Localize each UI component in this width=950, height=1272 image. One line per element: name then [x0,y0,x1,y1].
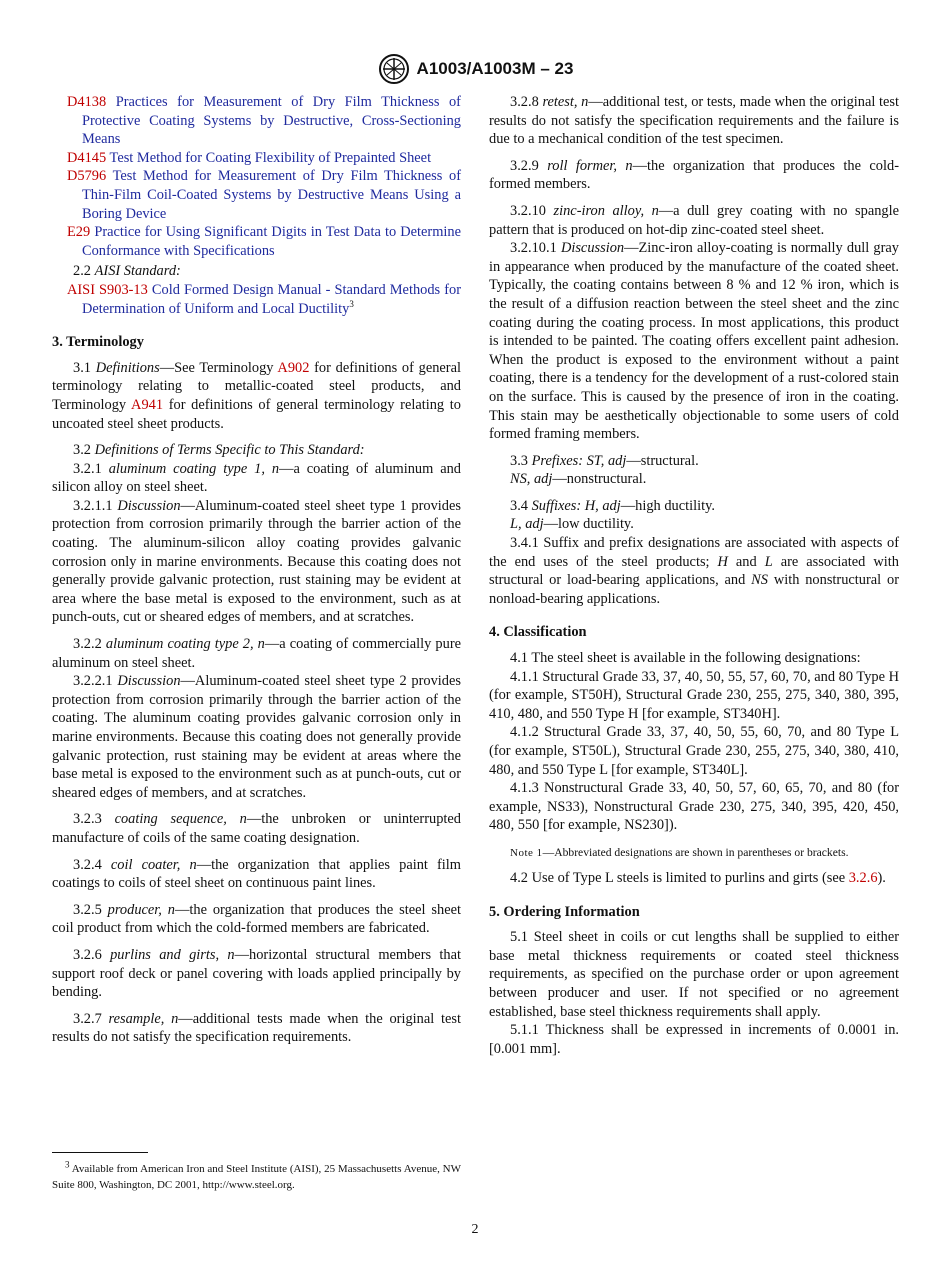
ref-code-link[interactable]: E29 [67,224,91,241]
section-3-heading: 3. Terminology [52,334,144,351]
para-3-2-10: 3.2.10 zinc-iron alloy, n—a dull grey coating with no spangle pattern that is produced on hot-dip zinc-coated steel sheet. [489,202,899,238]
para-3-2: 3.2 Definitions of Terms Specific to This Standard: [73,442,365,459]
footnote-divider [52,1152,148,1153]
para-3-2-3: 3.2.3 coating sequence, n—the unbroken or uninterrupted manufacture of coils of the same coating designation. [52,811,461,846]
left-column [52,93,461,1047]
link-a902[interactable]: A902 [277,359,310,376]
para-4-2: 4.2 Use of Type L steels is limited to purlins and girts (see 3.2.6). [510,869,886,886]
ref-code-link[interactable]: D4145 [67,149,107,166]
reference-aisi-s903 [52,281,461,318]
reference-d4138 [52,93,461,149]
para-3-4-l: L, adj—low ductility. [510,516,634,533]
para-3-2-2-1: 3.2.2.1 Discussion—Aluminum-coated steel sheet type 2 provides protection from corrosion primarily through the barrier action of the coating. The aluminum coating provides galvanic corrosion only in marine environments. Because this coating does not generally provide galvanic protection, rust staining may be evident at areas where the base metal is exposed to the environment such as at punch-outs, cut or sheared edges of members, and at scratches. [52,673,461,801]
para-3-2-7: 3.2.7 resample, n—additional tests made when the original test results do not satisfy the specification requirements. [52,1010,461,1046]
para-3-2-1: 3.2.1 aluminum coating type 1, n—a coating of aluminum and silicon alloy on steel sheet. [52,460,461,496]
para-3-2-10-1: 3.2.10.1 Discussion—Zinc-iron alloy-coating is normally dull gray in appearance when produced by the manufacture of the coated sheet. Typically, the coating contains between 8 % and 12 % iron, which is the result of a diffusion reaction between the steel sheet and the zinc coating during the coating process. In most applications, this product is intended to be painted. The coating offers excellent paint adhesion. When the product is exposed to the environment without a paint coating, there is a tendency for the development of a rust-colored stain on the surface. This is caused by the presence of iron in the coating. This stain may be aesthetically objectionable to some users of cold formed framing members. [489,240,899,443]
para-3-3: 3.3 Prefixes: ST, adj—structural. [510,452,699,469]
para-5-1: 5.1 Steel sheet in coils or cut lengths shall be supplied to either base metal thickness requirements or coated steel thickness requirements, as specified on the purchase order or upon agreement between producer and user. If not specified or no agreement established, base steel thickness requirements shall apply. [489,929,899,1020]
para-3-2-5: 3.2.5 producer, n—the organization that produces the steel sheet coil product from which the cold-formed members are fabricated. [52,901,461,937]
ref-code-link[interactable]: AISI S903-13 [67,281,148,298]
aisi-standard-heading: 2.2 AISI Standard: [73,263,181,280]
ref-title-link[interactable]: Test Method for Coating Flexibility of Prepainted Sheet [109,149,432,166]
link-a941[interactable]: A941 [131,396,164,413]
para-3-4: 3.4 Suffixes: H, adj—high ductility. [510,497,715,514]
para-3-1: 3.1 Definitions—See Terminology A902 for definitions of general terminology relating to metallic-coated steel products, and Terminology A941 for definitions of general terminology relating to uncoated steel sheet products. [52,359,461,432]
ref-title-link[interactable]: Practice for Using Significant Digits in Test Data to Determine Conformance with Specifications [82,224,461,259]
para-3-2-8: 3.2.8 retest, n—additional test, or tests, made when the original test results do not satisfy the specification requirements and the failure is due to a mechanical condition of the test specimen. [489,94,900,148]
ref-title-link[interactable]: Practices for Measurement of Dry Film Thickness of Protective Coating Systems by Destructive, Cross-Sectioning Means [82,94,461,148]
ref-code-link[interactable]: D5796 [67,168,107,185]
ref-title-link[interactable]: Test Method for Measurement of Dry Film Thickness of Thin-Film Coil-Coated Systems by Destructive Means Using a Boring Device [82,168,461,222]
para-3-2-2: 3.2.2 aluminum coating type 2, n—a coating of commercially pure aluminum on steel sheet. [52,636,461,671]
link-3-2-6[interactable]: 3.2.6 [848,869,878,886]
para-3-4-1: 3.4.1 Suffix and prefix designations are associated with aspects of the end uses of the steel products; H and L are associated with structural or load-bearing applications, and NS with nonstructural or nonload-bearing applications. [489,535,899,607]
section-5-heading: 5. Ordering Information [489,903,640,920]
ref-title-link[interactable]: Cold Formed Design Manual - Standard Methods for Determination of Uniform and Local Ductility [82,281,461,317]
reference-e29 [52,223,461,260]
para-5-1-1: 5.1.1 Thickness shall be expressed in increments of 0.0001 in. [0.001 mm]. [489,1022,899,1057]
para-3-2-1-1: 3.2.1.1 Discussion—Aluminum-coated steel sheet type 1 provides protection from corrosion primarily through the barrier action of the coating. The aluminum-silicon alloy coating provides galvanic corrosion only in marine environments. Because this coating does not generally provide galvanic protection, rust staining may be evident at area where the base metal is exposed to the environment, such as at punch-outs, cut or sheared edges of members, and at scratches. [52,497,461,626]
reference-d5796 [52,167,461,223]
right-column [489,93,899,1058]
para-3-2-9: 3.2.9 roll former, n—the organization that produces the cold-formed members. [489,157,899,193]
reference-d4145 [52,149,461,168]
document-designation: A1003/A1003M – 23 [416,59,574,78]
para-4-1-1: 4.1.1 Structural Grade 33, 37, 40, 50, 55, 57, 60, 70, and 80 Type H (for example, ST50H), Structural Grade 230, 255, 275, 340, 380, 395, 410, 480, and 550 Type H [for example, ST340H]. [489,668,899,722]
astm-logo-icon [377,53,411,85]
ref-code-link[interactable]: D4138 [67,94,107,110]
para-3-2-4: 3.2.4 coil coater, n—the organization that applies paint film coatings to coils of steel sheet on continuous paint lines. [52,856,461,892]
note-1: Note 1—Abbreviated designations are shown in parentheses or brackets. [510,845,849,859]
para-4-1: 4.1 The steel sheet is available in the following designations: [510,650,861,667]
page-number: 2 [471,1222,479,1237]
page-header [0,53,950,85]
footnote-marker: 3 [349,298,354,309]
para-3-3-ns: NS, adj—nonstructural. [510,471,647,488]
footnote-3: $^3$ Available from American Iron and Steel Institute (AISI), 25 Massachusetts Avenue, NW Suite 800, Washington, DC 2001, http://www.steel.org. [52,1159,461,1191]
section-4-heading: 4. Classification [489,624,587,641]
para-3-2-6: 3.2.6 purlins and girts, n—horizontal structural members that support roof deck or panel covering with loads applied principally by bending. [52,946,461,1001]
para-4-1-3: 4.1.3 Nonstructural Grade 33, 40, 50, 57, 60, 65, 70, and 80 (for example, NS33), Nonstructural Grade 230, 275, 340, 395, 420, 450, 480, 550 [for example, NS230]). [489,780,899,834]
para-4-1-2: 4.1.2 Structural Grade 33, 37, 40, 50, 55, 60, 70, and 80 Type L (for example, ST50L), Structural Grade 230, 255, 275, 340, 380, 410, 480, and 550 Type L [for example, ST340L]. [489,724,899,778]
